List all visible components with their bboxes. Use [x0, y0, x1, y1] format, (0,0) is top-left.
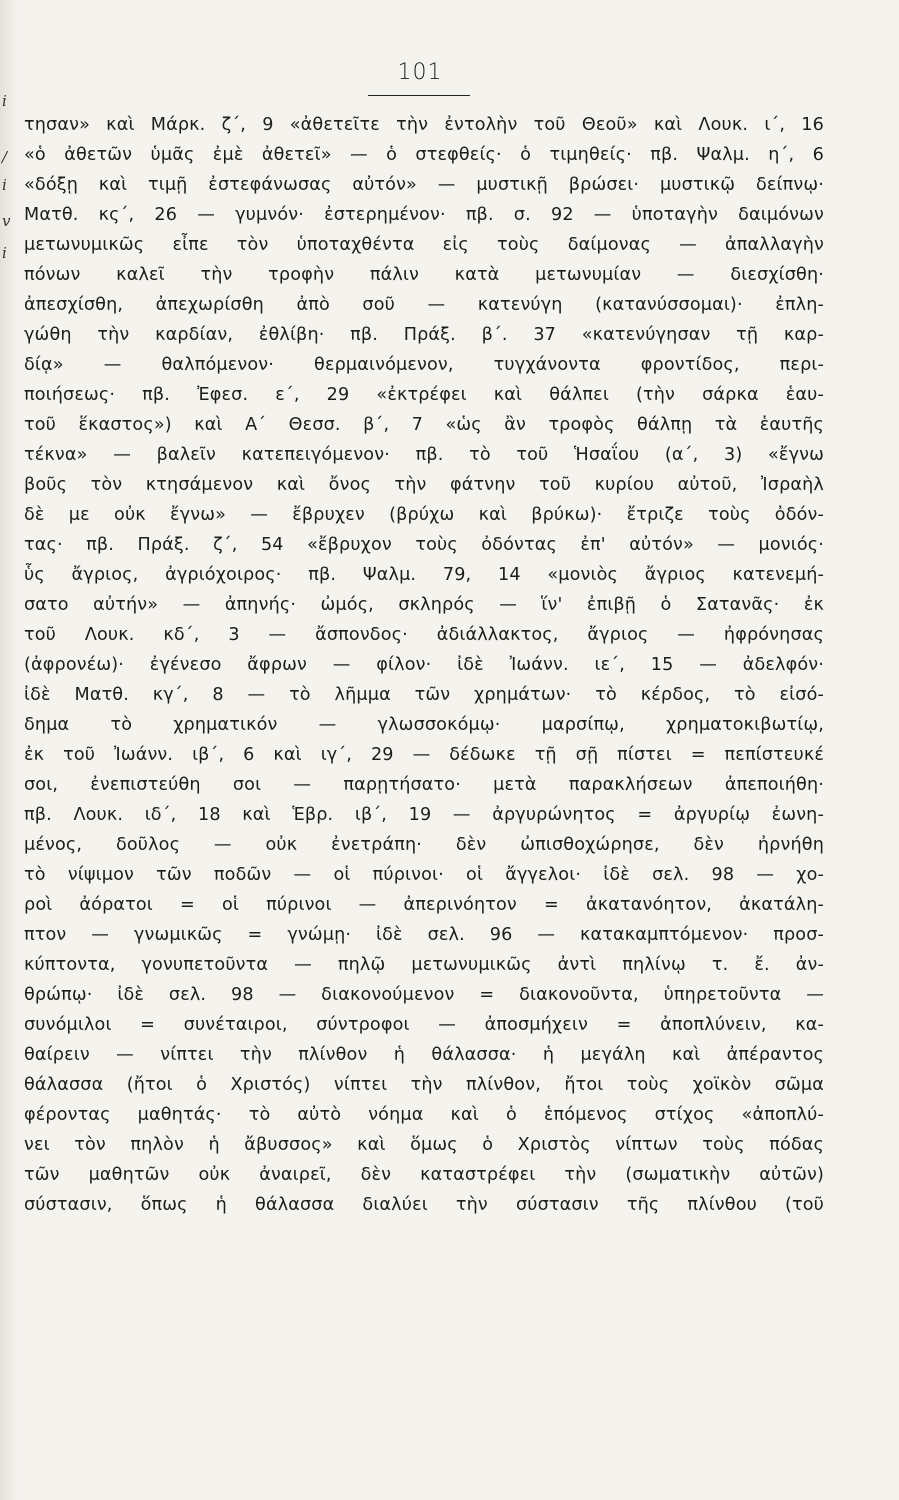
- text-line: γώθη τὴν καρδίαν, ἐθλίβη· πβ. Πράξ. β΄. 37 «κατενύγησαν τῇ καρ-: [24, 325, 824, 345]
- text-line: τοῦ Λουκ. κδ΄, 3 — ἄσπονδος· ἀδιάλλακτος, ἄγριος — ἠφρόνησας: [24, 625, 824, 645]
- text-line: ἀπεσχίσθη, ἀπεχωρίσθη ἀπὸ σοῦ — κατενύγη (κατανύσσομαι)· ἐπλη-: [24, 295, 824, 315]
- page-number: 101: [397, 60, 443, 85]
- gutter-mark: i: [2, 176, 7, 194]
- text-line: Ματθ. κς΄, 26 — γυμνόν· ἐστερημένον· πβ. σ. 92 — ὑποταγὴν δαιμόνων: [24, 205, 824, 225]
- text-line: φέροντας μαθητάς· τὸ αὐτὸ νόημα καὶ ὁ ἑπόμενος στίχος «ἀποπλύ-: [24, 1105, 824, 1125]
- page-number-rule: [368, 95, 470, 96]
- gutter-mark: v: [2, 212, 11, 230]
- text-line: πτον — γνωμικῶς = γνώμῃ· ἰδὲ σελ. 96 — κατακαμπτόμενον· προσ-: [24, 925, 824, 945]
- text-line: ἰδὲ Ματθ. κγ΄, 8 — τὸ λῆμμα τῶν χρημάτων· τὸ κέρδος, τὸ εἰσό-: [24, 685, 824, 705]
- text-line: τοῦ ἕκαστος») καὶ Α΄ Θεσσ. β΄, 7 «ὡς ἂν τροφὸς θάλπῃ τὰ ἑαυτῆς: [24, 415, 824, 435]
- text-line: κύπτοντα, γονυπετοῦντα — πηλῷ μετωνυμικῶς ἀντὶ πηλίνῳ τ. ἔ. ἀν-: [24, 955, 824, 975]
- text-line: «δόξῃ καὶ τιμῇ ἐστεφάνωσας αὐτόν» — μυστικῇ βρώσει· μυστικῷ δείπνῳ·: [24, 175, 824, 195]
- text-line: μένος, δοῦλος — οὐκ ἐνετράπη· δὲν ὠπισθοχώρησε, δὲν ἠρνήθη: [24, 835, 824, 855]
- text-line: τησαν» καὶ Μάρκ. ζ΄, 9 «ἀθετεῖτε τὴν ἐντολὴν τοῦ Θεοῦ» καὶ Λουκ. ι΄, 16: [24, 115, 824, 135]
- gutter-mark: i: [2, 92, 7, 110]
- gutter-mark: i: [2, 244, 7, 262]
- page-gutter: [0, 0, 18, 1500]
- text-line: ὗς ἄγριος, ἀγριόχοιρος· πβ. Ψαλμ. 79, 14 «μονιὸς ἄγριος κατενεμή-: [24, 565, 824, 585]
- text-line: (ἀφρονέω)· ἐγένεσο ἄφρων — φίλον· ἰδὲ Ἰωάνν. ιε΄, 15 — ἀδελφόν·: [24, 655, 824, 675]
- text-line: «ὁ ἀθετῶν ὑμᾶς ἐμὲ ἀθετεῖ» — ὁ στεφθείς· ὁ τιμηθείς· πβ. Ψαλμ. η΄, 6: [24, 145, 824, 165]
- text-line: δημα τὸ χρηματικόν — γλωσσοκόμῳ· μαρσίπῳ, χρηματοκιβωτίῳ,: [24, 715, 824, 735]
- text-line: θάλασσα (ἤτοι ὁ Χριστός) νίπτει τὴν πλίνθον, ἤτοι τοὺς χοϊκὸν σῶμα: [24, 1075, 824, 1095]
- text-line: νει τὸν πηλὸν ἡ ἄβυσσος» καὶ ὅμως ὁ Χριστὸς νίπτων τοὺς πόδας: [24, 1135, 824, 1155]
- text-line: πβ. Λουκ. ιδ΄, 18 καὶ Ἑβρ. ιβ΄, 19 — ἀργυρώνητος = ἀργυρίῳ ἐωνη-: [24, 805, 824, 825]
- text-line: σύστασιν, ὅπως ἡ θάλασσα διαλύει τὴν σύστασιν τῆς πλίνθου (τοῦ: [24, 1195, 824, 1215]
- text-line: τῶν μαθητῶν οὐκ ἀναιρεῖ, δὲν καταστρέφει τὴν (σωματικὴν αὐτῶν): [24, 1165, 824, 1185]
- text-line: σατο αὐτήν» — ἀπηνής· ὠμός, σκληρός — ἵν' ἐπιβῇ ὁ Σατανᾶς· ἐκ: [24, 595, 824, 615]
- text-line: ποιήσεως· πβ. Ἐφεσ. ε΄, 29 «ἐκτρέφει καὶ θάλπει (τὴν σάρκα ἑαυ-: [24, 385, 824, 405]
- gutter-mark: /: [2, 148, 8, 166]
- text-line: θαίρειν — νίπτει τὴν πλίνθον ἡ θάλασσα· ἡ μεγάλη καὶ ἀπέραντος: [24, 1045, 824, 1065]
- text-line: τέκνα» — βαλεῖν κατεπειγόμενον· πβ. τὸ τοῦ Ἡσαΐου (α΄, 3) «ἔγνω: [24, 445, 824, 465]
- text-line: μετωνυμικῶς εἶπε τὸν ὑποταχθέντα εἰς τοὺς δαίμονας — ἀπαλλαγὴν: [24, 235, 824, 255]
- text-line: σοι, ἐνεπιστεύθη σοι — παρῃτήσατο· μετὰ παρακλήσεων ἀπεποιήθη·: [24, 775, 824, 795]
- text-line: πόνων καλεῖ τὴν τροφὴν πάλιν κατὰ μετωνυμίαν — διεσχίσθη·: [24, 265, 824, 285]
- text-line: συνόμιλοι = συνέταιροι, σύντροφοι — ἀποσμήχειν = ἀποπλύνειν, κα-: [24, 1015, 824, 1035]
- text-line: τὸ νίψιμον τῶν ποδῶν — οἱ πύρινοι· οἱ ἄγγελοι· ἰδὲ σελ. 98 — χο-: [24, 865, 824, 885]
- text-line: τας· πβ. Πράξ. ζ΄, 54 «ἔβρυχον τοὺς ὀδόντας ἐπ' αὐτόν» — μονιός·: [24, 535, 824, 555]
- text-line: ἐκ τοῦ Ἰωάνν. ιβ΄, 6 καὶ ιγ΄, 29 — δέδωκε τῇ σῇ πίστει = πεπίστευκέ: [24, 745, 824, 765]
- body-text: [24, 110, 824, 1220]
- text-line: θρώπῳ· ἰδὲ σελ. 98 — διακονούμενον = διακονοῦντα, ὑπηρετοῦντα —: [24, 985, 824, 1005]
- text-line: βοῦς τὸν κτησάμενον καὶ ὄνος τὴν φάτνην τοῦ κυρίου αὐτοῦ, Ἰσραὴλ: [24, 475, 824, 495]
- text-line: ροὶ ἀόρατοι = οἱ πύρινοι — ἀπερινόητον = ἀκατανόητον, ἀκατάλη-: [24, 895, 824, 915]
- text-line: δίᾳ» — θαλπόμενον· θερμαινόμενον, τυγχάνοντα φροντίδος, περι-: [24, 355, 824, 375]
- text-line: δὲ με οὐκ ἔγνω» — ἔβρυχεν (βρύχω καὶ βρύκω)· ἔτριζε τοὺς ὀδόν-: [24, 505, 824, 525]
